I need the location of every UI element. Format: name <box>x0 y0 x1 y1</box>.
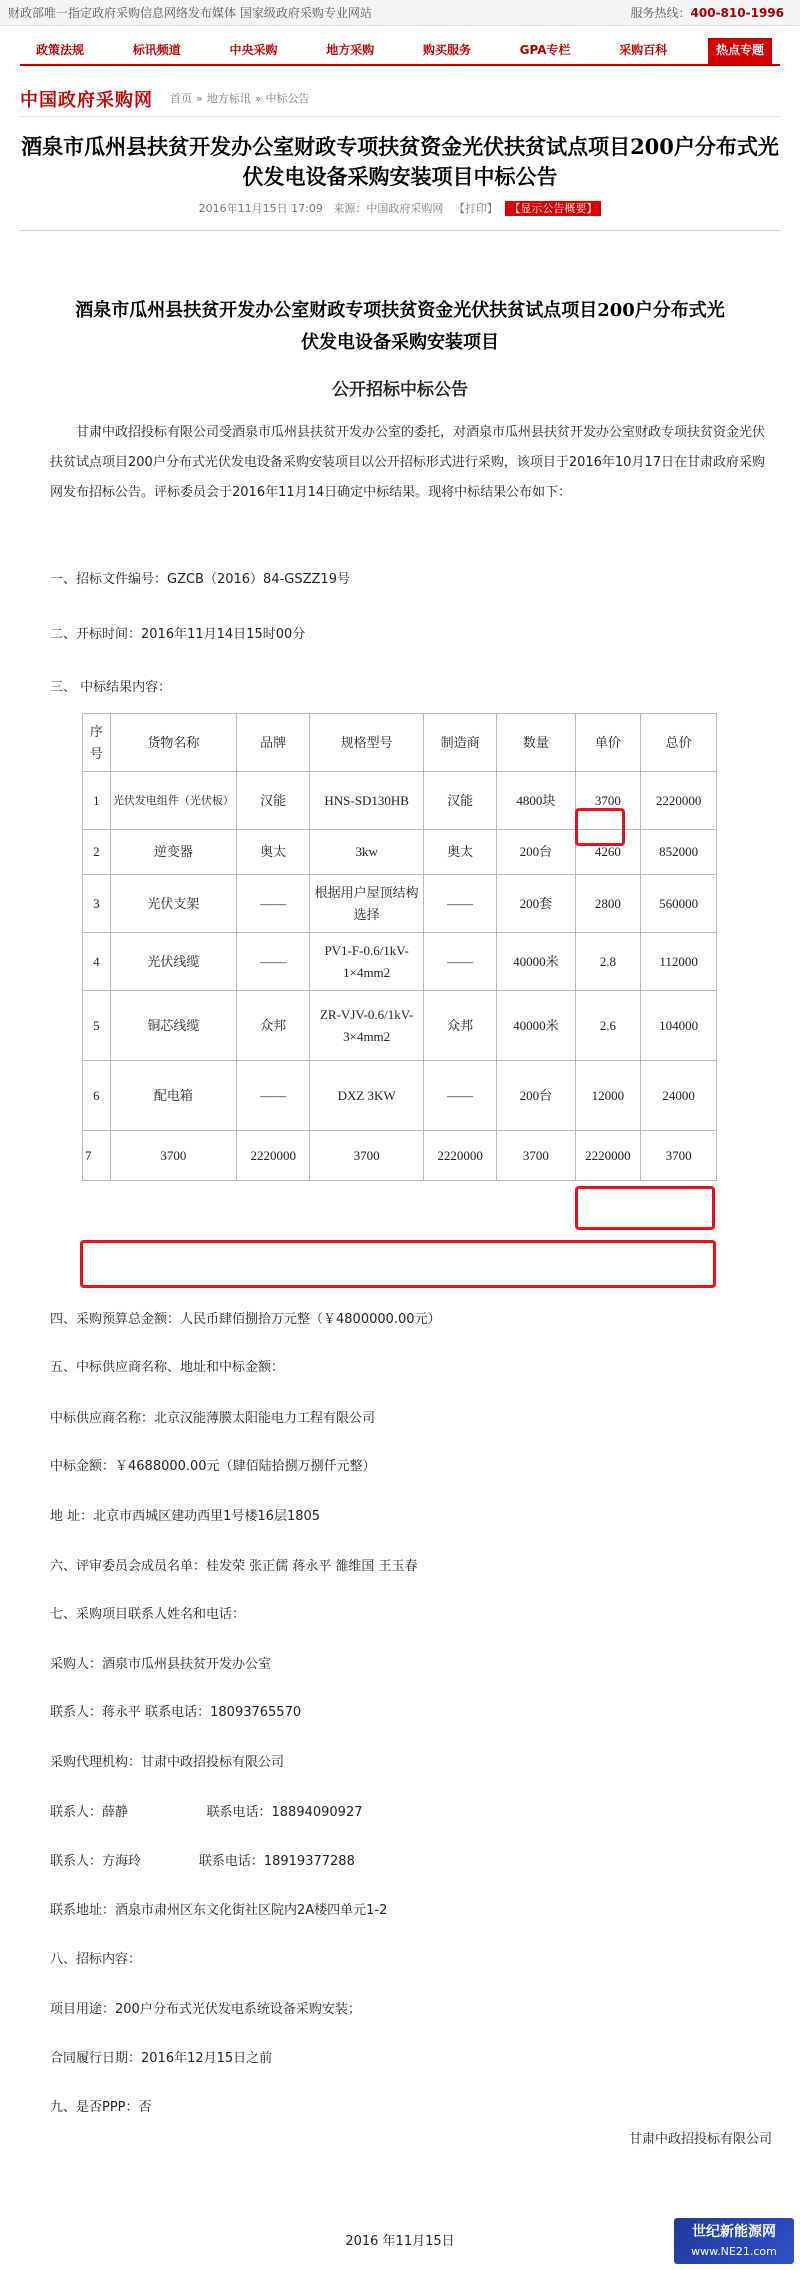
table-cell: 40000米 <box>497 933 575 991</box>
table-row <box>83 1061 717 1131</box>
table-cell: —— <box>423 933 496 991</box>
column-header: 序号 <box>83 714 111 772</box>
highlight-box <box>80 1240 716 1288</box>
nav-item[interactable]: 热点专题 <box>708 38 772 64</box>
table-cell: 光伏线缆 <box>110 933 236 991</box>
table-cell: 3700 <box>497 1131 575 1181</box>
table-cell: 奥太 <box>423 830 496 875</box>
table-cell: 200套 <box>497 875 575 933</box>
section-2: 二、开标时间：2016年11月14日15时00分 <box>50 627 306 642</box>
section-1: 一、招标文件编号：GZCB（2016）84-GSZZ19号 <box>50 572 350 587</box>
table-cell: 2.6 <box>575 991 641 1061</box>
article-date: 2016年11月15日 17:09 <box>198 202 323 215</box>
article-meta <box>20 200 780 216</box>
section-5: 五、中标供应商名称、地址和中标金额： <box>50 1360 285 1375</box>
table-row <box>83 875 717 933</box>
agency-address: 联系地址：酒泉市肃州区东文化街社区院内2A楼四单元1-2 <box>50 1903 388 1918</box>
table-cell: 3700 <box>641 1131 717 1181</box>
table-cell: 3 <box>83 875 111 933</box>
agency: 采购代理机构：甘肃中政招投标有限公司 <box>50 1755 285 1770</box>
table-header-row <box>83 714 717 772</box>
table-cell: 200台 <box>497 1061 575 1131</box>
nav-item[interactable]: 中央采购 <box>229 43 278 57</box>
nav-item[interactable]: 地方采购 <box>326 43 375 57</box>
doc-subtitle: 公开招标中标公告 <box>332 380 468 400</box>
table-cell: 104000 <box>641 991 717 1061</box>
nav-item[interactable]: 政策法规 <box>36 43 85 57</box>
table-cell: 2800 <box>575 875 641 933</box>
supplier-name: 中标供应商名称：北京汉能薄膜太阳能电力工程有限公司 <box>50 1411 376 1426</box>
table-cell: 配电箱 <box>110 1061 236 1131</box>
table-cell: 560000 <box>641 875 717 933</box>
table-cell: 40000米 <box>497 991 575 1061</box>
award-amount: 中标金额：￥4688000.00元（肆佰陆拾捌万捌仟元整） <box>50 1459 376 1474</box>
table-cell: 2.8 <box>575 933 641 991</box>
doc-title: 酒泉市瓜州县扶贫开发办公室财政专项扶贫资金光伏扶贫试点项目200户分布式光伏发电设备采购安装项目 <box>75 300 725 353</box>
column-header: 规格型号 <box>310 714 424 772</box>
column-header: 单价 <box>575 714 641 772</box>
nav-item[interactable]: GPA专栏 <box>519 43 571 57</box>
table-cell: 6 <box>83 1061 111 1131</box>
table-cell: 光伏发电组件（光伏板） <box>110 772 236 830</box>
table-cell: 3700 <box>575 772 641 830</box>
print-link[interactable]: 【打印】 <box>453 202 498 215</box>
signature: 甘肃中政招投标有限公司 <box>628 2132 772 2147</box>
table-cell: —— <box>237 933 310 991</box>
table-cell: 2 <box>83 830 111 875</box>
hotline: 服务热线：400-810-1996 <box>630 6 784 20</box>
breadcrumb-separator: » <box>254 92 262 105</box>
table-cell: —— <box>423 1061 496 1131</box>
table-cell: 2220000 <box>641 772 717 830</box>
agency-contact: 联系人：薛静 联系电话：18894090927 <box>50 1805 363 1820</box>
column-header: 品牌 <box>237 714 310 772</box>
section-8: 八、招标内容： <box>50 1952 142 1967</box>
footer-date: 2016 年11月15日 <box>345 2234 455 2249</box>
table-cell: 1 <box>83 772 111 830</box>
table-row <box>83 1131 717 1181</box>
section-3: 三、 中标结果内容： <box>50 680 172 695</box>
column-header: 货物名称 <box>110 714 236 772</box>
main-nav <box>20 38 780 66</box>
table-cell: 铜芯线缆 <box>110 991 236 1061</box>
table-cell: 奥太 <box>237 830 310 875</box>
table-row <box>83 933 717 991</box>
nav-item[interactable]: 标讯频道 <box>132 43 181 57</box>
hotline-number: 400-810-1996 <box>690 6 784 20</box>
table-cell: 200台 <box>497 830 575 875</box>
section-9: 九、是否PPP：否 <box>50 2100 152 2115</box>
table-cell: 3700 <box>110 1131 236 1181</box>
table-cell: DXZ 3KW <box>310 1061 424 1131</box>
divider <box>20 116 780 117</box>
column-header: 总价 <box>641 714 717 772</box>
table-cell: PV1-F-0.6/1kV-1×4mm2 <box>310 933 424 991</box>
nav-item[interactable]: 购买服务 <box>422 43 471 57</box>
top-bar <box>0 0 800 26</box>
article-source: 来源：中国政府采购网 <box>333 202 444 215</box>
table-cell: ZR-VJV-0.6/1kV-3×4mm2 <box>310 991 424 1061</box>
column-header: 数量 <box>497 714 575 772</box>
nav-item[interactable]: 采购百科 <box>619 43 668 57</box>
award-table <box>82 713 717 1181</box>
table-cell: 汉能 <box>423 772 496 830</box>
table-cell: 3700 <box>310 1131 424 1181</box>
table-cell: 逆变器 <box>110 830 236 875</box>
watermark-logo: 世纪新能源网 www.NE21.com <box>674 2218 794 2264</box>
section-4: 四、采购预算总金额：人民币肆佰捌拾万元整（￥4800000.00元） <box>50 1312 441 1327</box>
table-cell: 2220000 <box>237 1131 310 1181</box>
breadcrumb-item[interactable]: 地方标讯 <box>206 92 251 105</box>
table-cell: —— <box>237 1061 310 1131</box>
breadcrumb-separator: » <box>196 92 203 105</box>
agency-contact: 联系人：方海玲 联系电话：18919377288 <box>50 1854 355 1869</box>
table-cell: 4 <box>83 933 111 991</box>
table-cell: 2220000 <box>423 1131 496 1181</box>
intro-paragraph: 甘肃中政招投标有限公司受酒泉市瓜州县扶贫开发办公室的委托，对酒泉市瓜州县扶贫开发办公室财政专项扶贫资金光伏扶贫试点项目200户分布式光伏发电设备采购安装项目以公开招标形式进行采购，该项目于2016年10月17日在甘肃政府采购网发布招标公告。评标委员会于2016年11月14日确定中标结果。现将中标结果公布如下： <box>50 425 766 500</box>
summary-toggle-button[interactable]: 【显示公告概要】 <box>505 201 601 216</box>
breadcrumb-item[interactable]: 首页 <box>170 92 192 105</box>
table-cell: 3kw <box>310 830 424 875</box>
table-cell: 112000 <box>641 933 717 991</box>
contract-deadline: 合同履行日期：2016年12月15日之前 <box>50 2051 273 2066</box>
supplier-address: 地 址：北京市西城区建功西里1号楼16层1805 <box>50 1509 321 1524</box>
table-row <box>83 991 717 1061</box>
table-cell: —— <box>237 875 310 933</box>
table-cell: 4260 <box>575 830 641 875</box>
table-cell: 2220000 <box>575 1131 641 1181</box>
site-slogan: 财政部唯一指定政府采购信息网络发布媒体 国家级政府采购专业网站 <box>8 6 372 20</box>
breadcrumb <box>170 90 313 106</box>
table-cell: 众邦 <box>423 991 496 1061</box>
table-cell: 7 <box>83 1131 111 1181</box>
project-purpose: 项目用途：200户分布式光伏发电系统设备采购安装； <box>50 2002 361 2017</box>
buyer: 采购人：酒泉市瓜州县扶贫开发办公室 <box>50 1657 272 1672</box>
section-6: 六、评审委员会成员名单：桂发荣 张正儒 蒋永平 雒维国 王玉春 <box>50 1559 418 1574</box>
highlight-box <box>575 808 625 846</box>
table-cell: HNS-SD130HB <box>310 772 424 830</box>
table-cell: 852000 <box>641 830 717 875</box>
table-cell: 4800块 <box>497 772 575 830</box>
table-cell: 12000 <box>575 1061 641 1131</box>
highlight-box <box>575 1186 715 1230</box>
section-7: 七、采购项目联系人姓名和电话： <box>50 1607 246 1622</box>
breadcrumb-item[interactable]: 中标公告 <box>265 92 310 105</box>
table-cell: —— <box>423 875 496 933</box>
divider <box>20 230 780 231</box>
site-logo[interactable]: 中国政府采购网 <box>20 90 153 111</box>
table-cell: 众邦 <box>237 991 310 1061</box>
article-title: 酒泉市瓜州县扶贫开发办公室财政专项扶贫资金光伏扶贫试点项目200户分布式光伏发电设备采购安装项目中标公告 <box>21 134 779 189</box>
table-cell: 光伏支架 <box>110 875 236 933</box>
table-cell: 5 <box>83 991 111 1061</box>
table-cell: 根据用户屋顶结构选择 <box>310 875 424 933</box>
table-cell: 汉能 <box>237 772 310 830</box>
table-cell: 24000 <box>641 1061 717 1131</box>
buyer-contact: 联系人：蒋永平 联系电话：18093765570 <box>50 1705 302 1720</box>
column-header: 制造商 <box>423 714 496 772</box>
